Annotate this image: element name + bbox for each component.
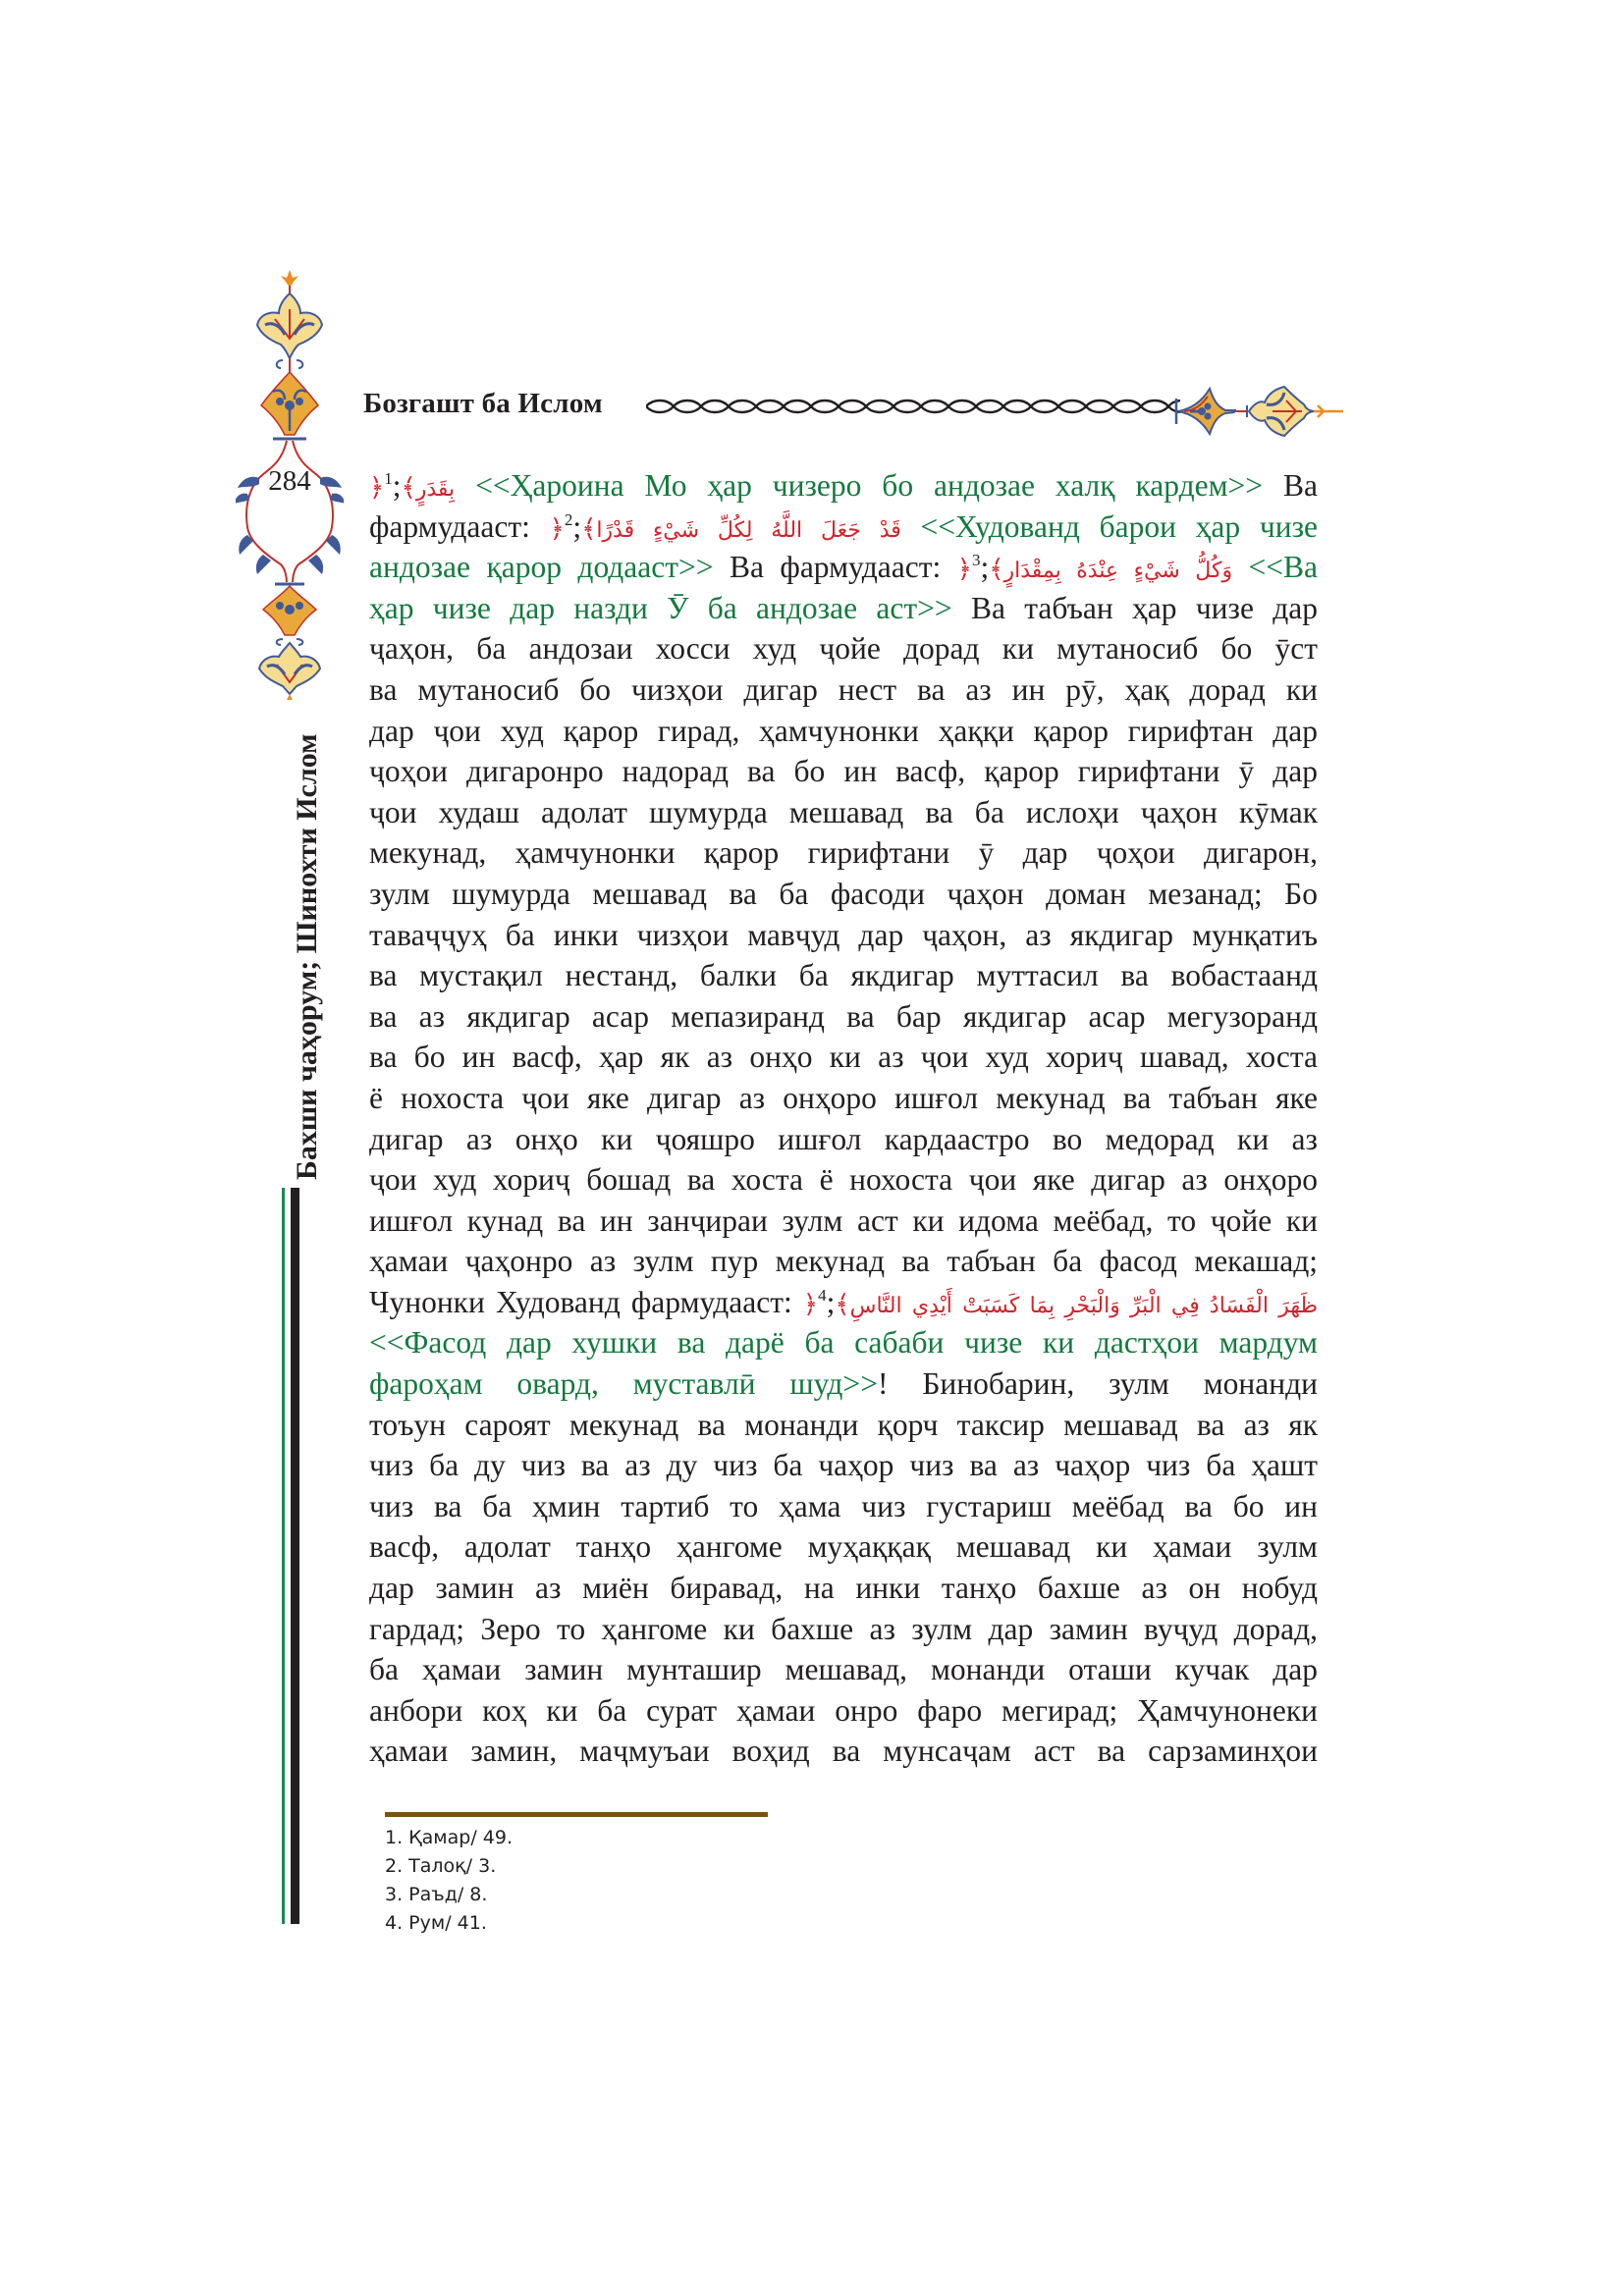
footnote-item: 4. Рум/ 41. (385, 1912, 487, 1934)
text-line: ва бо ин васф, ҳар як аз онҳо ки аз ҷои худ хориҷ шавад, хоста (369, 1040, 1318, 1075)
text-line: васф, адолат танҳо ҳангоме муҳаққақ мешавад ки ҳамаи зулм (369, 1529, 1318, 1565)
text-line: ﴿ بِقَدَرٍ﴾;$^1$ <<Ҳароина Мо ҳар чизеро бо андозае халқ кардем>> Ва (369, 468, 1318, 503)
quran-arabic: وَكُلُّ شَيْءٍ عِنْدَهُ بِمِقْدَارٍ (1003, 559, 1233, 584)
text-line: ё нохоста ҷои яке дигар аз онҳоро ишғол мекунад ва табъан яке (369, 1080, 1318, 1115)
body-text (369, 465, 1318, 1772)
ornate-bracket-close-icon: ﴾ (581, 513, 597, 543)
ornate-bracket-open-icon: ﴿ (369, 473, 385, 502)
running-head: Бозгашт ба Ислом (363, 388, 603, 419)
chapter-side-title: Бахши чаҳорум; Шинохти Ислом (291, 733, 323, 1180)
ornate-bracket-open-icon: ﴿ (802, 1289, 819, 1318)
rope-divider (646, 397, 1180, 416)
footnotes (385, 1824, 513, 1938)
text-line: ҷои худаш адолат шумурда мешавад ва ба ислоҳи ҷаҳон кӯмак (369, 794, 1318, 829)
text-line: ба ҳамаи замин мунташир мешавад, монанди оташи кучак дар (369, 1652, 1318, 1687)
text-line: зулм шумурда мешавад ва ба фасоди ҷаҳон доман мезанад; Бо (369, 876, 1318, 911)
text-line: ҳамаи ҷаҳонро аз зулм пур мекунад ва табъан ба фасод мекашад; (369, 1244, 1318, 1279)
footnote-item: 1. Қамар/ 49. (385, 1827, 513, 1848)
page-number: 284 (268, 465, 311, 497)
text: Ва табъан ҳар чизе дар (970, 590, 1319, 625)
text-line: ва мустақил нестанд, балки ба якдигар муттасил ва вобастаанд (369, 958, 1318, 993)
ornate-bracket-open-icon: ﴿ (549, 513, 565, 543)
quran-arabic: بِقَدَرٍ (415, 477, 456, 502)
side-bar-black (291, 1188, 299, 1924)
text-line: мекунад, ҳамчунонки қарор гирифтани ӯ дар ҷоҳои дигарон, (369, 835, 1318, 871)
text-line: дар ҷои худ қарор гирад, ҳамчунонки ҳаққи қарор гирифтан дар (369, 713, 1318, 748)
footnote-item: 3. Раъд/ 8. (385, 1884, 488, 1905)
side-bar-green (282, 1188, 285, 1924)
ornate-bracket-close-icon: ﴾ (835, 1289, 850, 1318)
text: Ва (1283, 468, 1318, 503)
text-line: таваҷҷуҳ ба инки чизҳои мавҷуд дар ҷаҳон, аз якдигар мунқатиъ (369, 917, 1318, 952)
text: ! Бинобарин, зулм монанди (877, 1366, 1318, 1402)
text-line: дар замин аз миён биравад, на инки танҳо бахше аз он нобуд (369, 1571, 1318, 1606)
text-line: ҳамаи замин, маҷмуъаи воҳид ва мунсаҷам аст ва сарзаминҳои (369, 1734, 1318, 1769)
quran-arabic: ظَهَرَ الْفَسَادُ فِي الْبَرِّ وَالْبَحْرِ بِمَا كَسَبَتْ أَيْدِي النَّاسِ (849, 1293, 1319, 1318)
text-line: Чунонки Худованд фармудааст: ﴿ ظَهَرَ الْفَسَادُ فِي الْبَرِّ وَالْبَحْرِ بِمَا كَسَبَتْ أَيْدِي النَّاسِ﴾;$^4$ (369, 1284, 1319, 1319)
text-line: ишғол кунад ва ин занҷираи зулм аст ки идома меёбад, то ҷойе ки (369, 1202, 1318, 1238)
quote-translation: <<Худованд барои ҳар чизе (920, 508, 1318, 544)
text-line: тоъун сароят мекунад ва монанди қорч таксир мешавад ва аз як (369, 1407, 1318, 1442)
quote-translation: андозае қарор додааст>> (369, 550, 714, 585)
quote-translation: ҳар чизе дар назди Ӯ ба андозае аст>> (369, 590, 952, 625)
text: фармудааст: (369, 508, 530, 544)
text-line (369, 1363, 1318, 1405)
footnote-ref[interactable]: 3 (971, 551, 981, 570)
footnote-ref[interactable]: 4 (818, 1285, 827, 1305)
ornate-bracket-close-icon: ﴾ (401, 473, 416, 502)
text-line: ва мутаносиб бо чизҳои дигар нест ва аз ин рӯ, ҳақ дорад ки (369, 671, 1318, 707)
text-line: гардад; Зеро то ҳангоме ки бахше аз зулм дар замин вуҷуд дорад, (369, 1611, 1318, 1646)
ornate-bracket-close-icon: ﴾ (989, 555, 1004, 584)
quote-translation: <<Ҳароина Мо ҳар чизеро бо андозае халқ кардем>> (475, 468, 1264, 503)
footnote-ref[interactable]: 2 (564, 509, 573, 529)
text-line: ҷоҳои дигаронро надорад ва бо ин васф, қарор гирифтани ӯ дар (369, 754, 1318, 789)
quote-translation: <<Фасод дар хушки ва дарё ба сабаби чизе ки дастҳои мардум (369, 1325, 1318, 1361)
text: Ва фармудааст: (730, 550, 942, 585)
quran-arabic: قَدْ جَعَلَ اللَّهُ لِكُلِّ شَيْءٍ قَدْرًا (596, 517, 901, 543)
text-line: чиз ба ду чиз ва аз ду чиз ба чаҳор чиз ва аз чаҳор чиз ба ҳашт (369, 1448, 1318, 1483)
text-line: андозае қарор додааст>> Ва фармудааст: ﴿ وَكُلُّ شَيْءٍ عِنْدَهُ بِمِقْدَارٍ﴾;$^3$ <<Ва (369, 550, 1319, 585)
footnote-separator (385, 1812, 768, 1817)
text-line: анбори коҳ ки ба сурат ҳамаи онро фаро мегирад; Ҳамчунонеки (369, 1692, 1318, 1728)
quote-translation: <<Ва (1248, 550, 1319, 585)
text-line: дигар аз онҳо ки ҷояшро ишғол кардаастро во медорад ки аз (369, 1121, 1318, 1156)
text-line: ҷои худ хориҷ бошад ва хоста ё нохоста ҷои яке дигар аз онҳоро (369, 1162, 1318, 1198)
text-line: ҷаҳон, ба андозаи хосси худ ҷойе дорад ки мутаносиб бо ӯст (369, 631, 1318, 667)
ornate-bracket-open-icon: ﴿ (956, 555, 972, 584)
quote-translation: фароҳам овард, муставлӣ шуд>> (369, 1366, 878, 1402)
footnote-ref[interactable]: 1 (384, 469, 393, 488)
text-line (369, 588, 1318, 629)
text-line: фармудааст: ﴿ قَدْ جَعَلَ اللَّهُ لِكُلِّ شَيْءٍ قَدْرًا﴾;$^2$ <<Худованд барои ҳар чизе (369, 508, 1318, 544)
footnote-item: 2. Талоқ/ 3. (385, 1855, 497, 1877)
text-line: ва аз якдигар асар мепазиранд ва бар якдигар асар мегузоранд (369, 998, 1318, 1034)
header-floral-ornament-icon (1174, 381, 1351, 440)
text: Чунонки Худованд фармудааст: (369, 1284, 792, 1319)
text-line: чиз ва ба ҳмин тартиб то ҳама чиз густариш меёбад ва бо ин (369, 1488, 1318, 1523)
